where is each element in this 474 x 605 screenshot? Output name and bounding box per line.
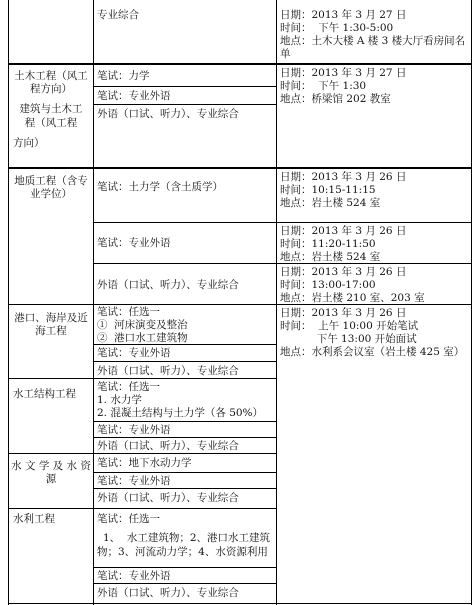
subject-cell: 笔试：专业外语 xyxy=(97,237,171,249)
subject-cell: 笔试：专业外语 xyxy=(97,475,171,487)
grid-line xyxy=(93,104,277,105)
exam-info-line: 时间：13:00-17:00 xyxy=(280,279,376,291)
grid-line xyxy=(93,567,277,568)
subject-cell: 外语（口试、听力）、专业综合 xyxy=(97,365,239,377)
subject-cell: 物；3、河流动力学；4、水资源利用 xyxy=(97,546,268,558)
major-name: 水工结构工程 xyxy=(13,388,76,400)
major-name: 地质工程（含专 xyxy=(14,175,88,187)
major-name: 业学位） xyxy=(30,188,72,200)
subject-cell: 笔试：力学 xyxy=(97,70,150,82)
exam-info-line: 时间：10:15-11:15 xyxy=(280,184,376,196)
exam-info-line: 日期：2013 年 3 月 27 日 xyxy=(280,67,407,79)
major-name: 方向） xyxy=(13,137,45,149)
exam-info-line: 日期：2013 年 3 月 26 日 xyxy=(280,171,407,183)
exam-info-line: 地点：岩土楼 210 室、203 室 xyxy=(280,292,425,304)
grid-line xyxy=(8,508,277,509)
major-name: 建筑与土木工 xyxy=(19,103,83,115)
exam-info-line: 日期：2013 年 3 月 26 日 xyxy=(280,307,407,319)
exam-info-line: 地点：岩土楼 524 室 xyxy=(280,197,381,209)
grid-line xyxy=(276,0,277,605)
exam-info-line: 地点：水利系会议室（岩土楼 425 室） xyxy=(280,346,465,358)
grid-line xyxy=(471,0,472,605)
grid-line xyxy=(93,0,94,605)
major-name: 港口、海岸及近 xyxy=(14,312,88,324)
subject-cell: 笔试：专业外语 xyxy=(97,570,171,582)
grid-line xyxy=(93,583,277,584)
grid-line xyxy=(93,86,277,87)
grid-line xyxy=(93,222,472,223)
subject-cell: 外语（口试、听力）、专业综合 xyxy=(97,587,239,599)
major-name: 程（风工程 xyxy=(24,117,78,129)
exam-info-line: 日期：2013 年 3 月 27 日 xyxy=(280,9,407,21)
major-name: 海工程 xyxy=(35,325,67,337)
grid-line xyxy=(8,63,472,65)
grid-line xyxy=(93,361,277,362)
subject-cell: 笔试：专业外语 xyxy=(97,347,171,359)
grid-line xyxy=(8,603,472,604)
exam-info-line: 日期：2013 年 3 月 26 日 xyxy=(280,225,407,237)
subject-cell: 外语（口试、听力）、专业综合 xyxy=(97,492,239,504)
subject-cell: ① 河床演变及整治 xyxy=(97,319,188,331)
major-name: 源 xyxy=(45,473,57,485)
grid-line xyxy=(93,472,277,473)
subject-cell: 笔试：专业外语 xyxy=(97,90,171,102)
subject-cell: 外语（口试、听力）、专业综合 xyxy=(97,440,239,452)
subject-cell: 笔试：土力学（含土质学） xyxy=(97,181,223,193)
exam-info-line: 时间： 下午 1:30-5:00 xyxy=(280,22,394,34)
major-name: 程方向） xyxy=(30,83,72,95)
grid-line xyxy=(93,421,277,422)
subject-cell: 笔试：任选一 xyxy=(97,513,160,525)
subject-cell: 笔试：地下水动力学 xyxy=(97,457,192,469)
subject-cell: 笔试：专业外语 xyxy=(97,424,171,436)
exam-info-line: 日期：2013 年 3 月 26 日 xyxy=(280,266,407,278)
subject-cell: 1. 水力学 xyxy=(97,394,142,406)
subject-cell: 笔试：任选一 xyxy=(97,306,160,318)
exam-info-line: 地点：桥梁馆 202 教室 xyxy=(280,93,391,105)
grid-line xyxy=(93,488,277,489)
subject-cell: ② 港口水工建筑物 xyxy=(97,332,188,344)
exam-info-line: 时间： 上午 10:00 开始笔试 xyxy=(280,320,419,332)
grid-line xyxy=(93,437,277,438)
exam-info-line: 地点：土木大楼 A 楼 3 楼大厅看房间名 xyxy=(280,35,466,47)
major-name: 水 文 学 及 水 资 xyxy=(11,460,91,472)
major-name: 土木工程（风工 xyxy=(14,70,88,82)
grid-line xyxy=(8,167,472,169)
grid-line xyxy=(8,378,277,379)
subject-cell: 1、 水工建筑物；2、港口水工建筑 xyxy=(103,532,271,544)
exam-info-line: 地点：岩土楼 524 室 xyxy=(280,251,381,263)
subject-cell: 笔试：任选一 xyxy=(97,381,160,393)
exam-info-line: 下午 13:00 开始面试 xyxy=(280,333,417,345)
subject-cell: 专业综合 xyxy=(97,9,139,21)
subject-cell: 外语（口试、听力）、专业综合 xyxy=(97,108,239,120)
subject-cell: 2. 混凝土结构与土力学（各 50%） xyxy=(97,407,264,419)
major-name: 水利工程 xyxy=(13,513,55,525)
subject-cell: 外语（口试、听力）、专业综合 xyxy=(97,279,239,291)
exam-info-line: 单 xyxy=(280,48,291,60)
exam-info-line: 时间： 下午 1:30 xyxy=(280,80,367,92)
exam-info-line: 时间：11:20-11:50 xyxy=(280,238,376,250)
grid-line xyxy=(8,453,277,454)
